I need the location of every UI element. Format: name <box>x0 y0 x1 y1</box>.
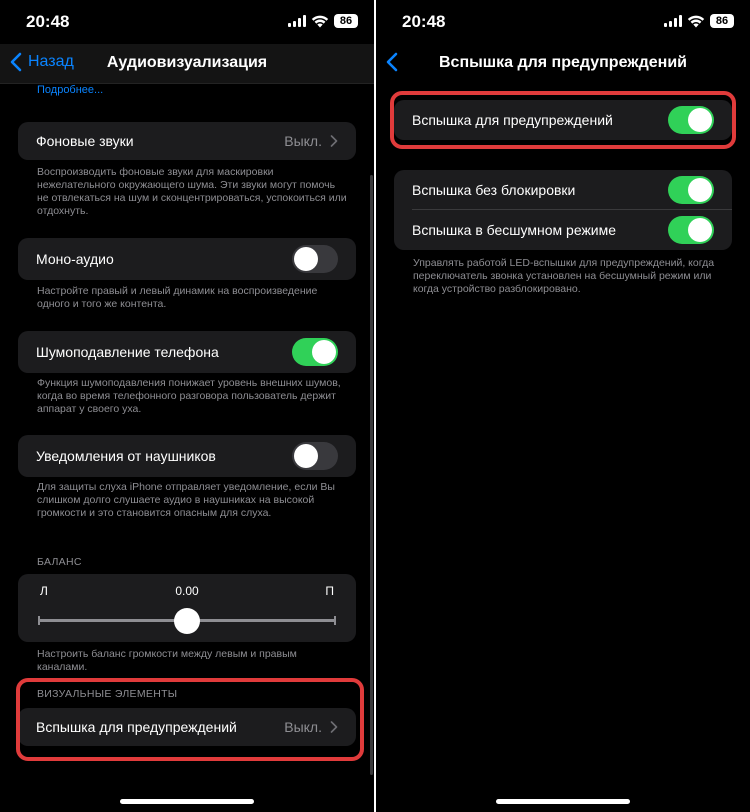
nav-bar <box>0 44 374 84</box>
mono-audio-footnote: Настройте правый и левый динамик на воспроизведение одного и того же контента. <box>37 285 318 310</box>
background-sounds-footnote: Воспроизводить фоновые звуки для маскировки нежелательного окружающего шума. Эти звуки могут помочь не отвлекаться на шум и сконцентрироваться, успокоиться или отдохнуть. <box>37 166 347 217</box>
cellular-signal-icon <box>664 15 682 27</box>
home-indicator[interactable] <box>496 799 630 804</box>
back-label: Назад <box>28 53 74 70</box>
status-bar <box>376 0 750 44</box>
balance-slider-group <box>18 574 356 642</box>
row-label: Вспышка для предупреждений <box>36 719 237 735</box>
wifi-icon <box>687 15 705 28</box>
noise-cancel-toggle[interactable] <box>292 338 338 366</box>
row-label: Моно-аудио <box>36 251 114 267</box>
balance-right-label: П <box>325 584 334 598</box>
battery-icon: 86 <box>710 14 734 28</box>
cellular-signal-icon <box>288 15 306 27</box>
nav-bar <box>376 44 750 84</box>
status-bar <box>0 0 374 44</box>
chevron-right-icon <box>330 135 338 147</box>
background-sounds-row[interactable] <box>18 122 356 160</box>
status-time: 20:48 <box>26 12 70 31</box>
balance-footnote: Настроить баланс громкости между левым и правым каналами. <box>37 648 297 673</box>
row-value: Выкл. <box>284 133 322 149</box>
flash-footnote: Управлять работой LED-вспышки для предупреждений, когда переключатель звонка установлен на бесшумный режим или когда устройство разблокировано. <box>413 257 715 295</box>
page-title: Аудиовизуализация <box>106 54 268 71</box>
balance-header: БАЛАНС <box>37 556 82 568</box>
flash-silent-toggle[interactable] <box>668 216 714 244</box>
balance-value: 0.00 <box>175 584 199 598</box>
scrollbar[interactable] <box>370 175 373 775</box>
more-link[interactable]: Подробнее... <box>37 84 104 96</box>
row-label: Вспышка в бесшумном режиме <box>412 222 617 238</box>
flash-unlocked-row <box>394 170 732 210</box>
wifi-icon <box>311 15 329 28</box>
row-value: Выкл. <box>284 719 322 735</box>
row-label: Шумоподавление телефона <box>36 344 219 360</box>
headphone-notif-footnote: Для защиты слуха iPhone отправляет уведомление, если Вы слишком долго слушаете аудио в наушниках на высокой громкости и это становится опасным для слуха. <box>37 481 335 519</box>
status-time: 20:48 <box>402 12 446 31</box>
row-label: Уведомления от наушников <box>36 448 216 464</box>
battery-icon: 86 <box>334 14 358 28</box>
flash-alerts-screen <box>376 0 750 812</box>
highlight-frame <box>390 91 736 149</box>
headphone-notif-row <box>18 435 356 477</box>
row-label: Вспышка для предупреждений <box>412 112 613 128</box>
balance-left-label: Л <box>40 584 48 598</box>
audio-visual-screen <box>0 0 374 812</box>
flash-options-group <box>394 170 732 250</box>
page-title: Вспышка для предупреждений <box>438 54 687 71</box>
row-label: Фоновые звуки <box>36 133 134 149</box>
mono-audio-toggle[interactable] <box>292 245 338 273</box>
home-indicator[interactable] <box>120 799 254 804</box>
headphone-notif-toggle[interactable] <box>292 442 338 470</box>
flash-silent-row <box>394 210 732 250</box>
highlight-frame <box>16 678 364 761</box>
visual-header: ВИЗУАЛЬНЫЕ ЭЛЕМЕНТЫ <box>37 688 178 700</box>
balance-thumb[interactable] <box>174 608 200 634</box>
noise-cancel-row <box>18 331 356 373</box>
noise-cancel-footnote: Функция шумоподавления понижает уровень внешних шумов, когда во время телефонного разговора пользователь держит аппарат у своего уха. <box>37 377 341 415</box>
mono-audio-row <box>18 238 356 280</box>
row-label: Вспышка без блокировки <box>412 182 576 198</box>
flash-unlocked-toggle[interactable] <box>668 176 714 204</box>
